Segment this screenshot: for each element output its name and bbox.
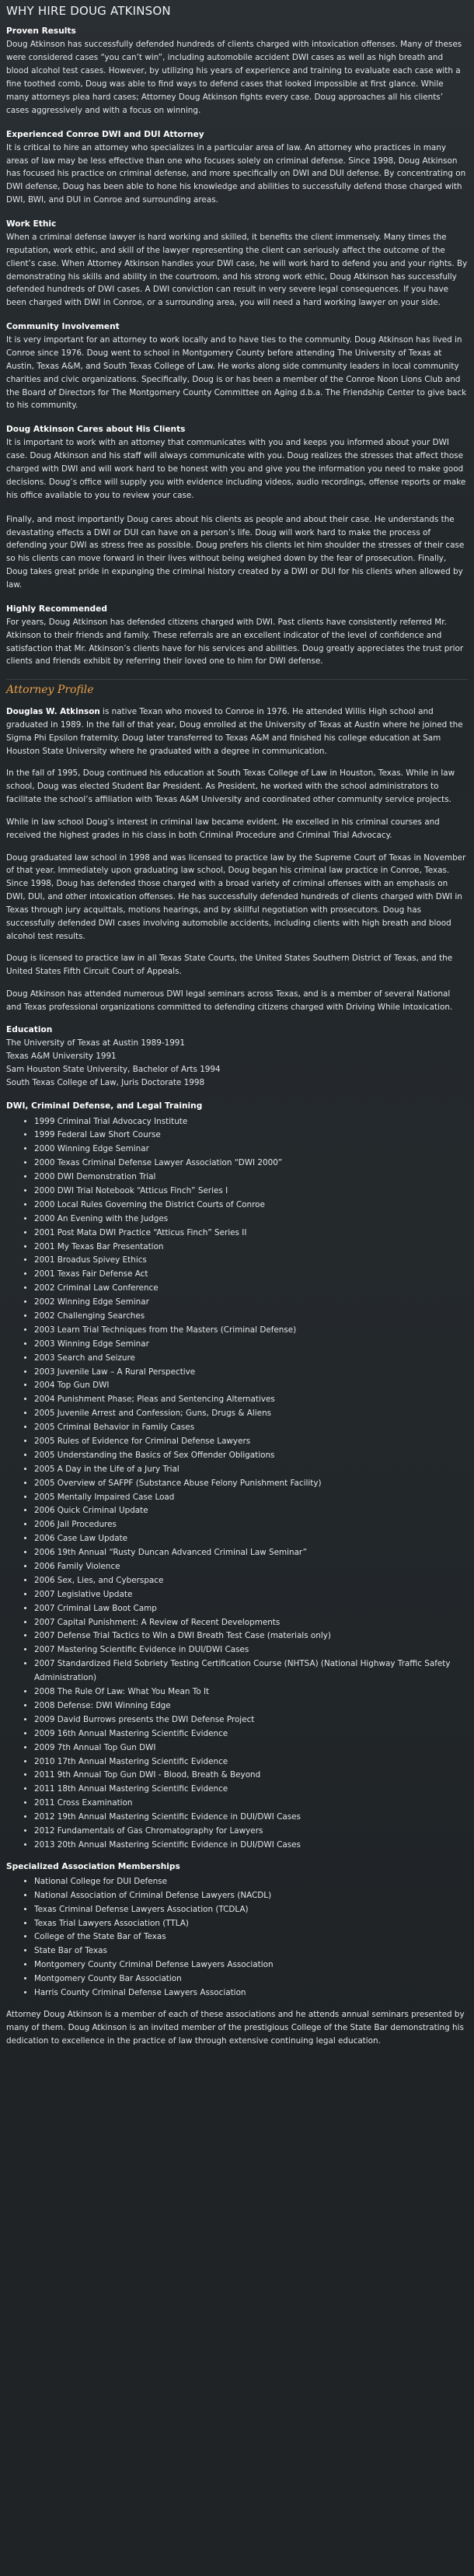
training-item: • 2011 9th Annual Top Gun DWI - Blood, Breath & Beyond — [34, 1769, 468, 1783]
training-item: • 2007 Mastering Scientific Evidence in DUI/DWI Cases — [34, 1643, 468, 1657]
section-text: Doug Atkinson has successfully defended hundreds of clients charged with intoxication offenses. Many of theses were considered cases “you can’t win”, including automobile accident DWI cases as well as high breath and blood alcohol test cases. However, by utilizing his years of experience and training to evaluate each case with a fine toothed comb, Doug was able to find ways to defend cases that looked impossible at first glance. While many attorneys plea hard cases; Attorney Doug Atkinson fights every case. Doug approaches all his clients’ cases aggressively and with a focus on winning. — [6, 40, 462, 115]
membership-item: • Texas Criminal Defense Lawyers Association (TCDLA) — [34, 1903, 468, 1917]
training-item: • 1999 Criminal Trial Advocacy Institute — [34, 1115, 468, 1129]
training-item: • 2006 Family Violence — [34, 1560, 468, 1574]
section-text: It is very important for an attorney to work locally and to have ties to the community. Doug Atkinson has lived in Conroe since 1976. Doug went to school in Montgomery County before attending The University of Texas at Austin, Texas A&M, and South Texas College of Law. He works along side community leaders in local community charities and civic organizations. Specifically, Doug is or has been a member of the Conroe Noon Lions Club and the Board of Directors for The Montgomery County Committee on Aging d.b.a. The Friendship Center to give back to his community. — [6, 335, 467, 411]
training-item: • 2001 Post Mata DWI Practice “Atticus Finch” Series II — [34, 1227, 468, 1241]
section-highly-recommended — [6, 603, 468, 669]
training-item: • 2003 Winning Edge Seminar — [34, 1338, 468, 1352]
training-item: • 2002 Winning Edge Seminar — [34, 1296, 468, 1310]
training-item: • 2003 Search and Seizure — [34, 1352, 468, 1366]
profile-paragraph: Doug is licensed to practice law in all Texas State Courts, the United States Southern District of Texas, and the United States Fifth Circuit Court of Appeals. — [6, 954, 453, 977]
page-title: WHY HIRE DOUG ATKINSON — [6, 4, 171, 18]
training-item: • 2006 Case Law Update — [34, 1532, 468, 1546]
training-item: • 2005 Overview of SAFPF (Substance Abuse Felony Punishment Facility) — [34, 1477, 468, 1491]
training-item: • 2007 Defense Trial Tactics to Win a DWI Breath Test Case (materials only) — [34, 1629, 468, 1643]
education-item: South Texas College of Law, Juris Doctorate 1998 — [6, 1077, 205, 1087]
membership-item: • National Association of Criminal Defense Lawyers (NACDL) — [34, 1889, 468, 1903]
training-item: • 2000 An Evening with the Judges — [34, 1213, 468, 1227]
training-item: • 2012 19th Annual Mastering Scientific Evidence in DUI/DWI Cases — [34, 1811, 468, 1825]
section-heading: Doug Atkinson Cares about His Clients — [6, 425, 186, 435]
training-item: • 2007 Criminal Law Boot Camp — [34, 1602, 468, 1616]
training-list — [6, 1115, 468, 1853]
training-item: • 2008 The Rule Of Law: What You Mean To It — [34, 1685, 468, 1699]
education-heading: Education — [6, 1024, 53, 1034]
training-item: • 2013 20th Annual Mastering Scientific Evidence in DUI/DWI Cases — [34, 1839, 468, 1853]
profile-intro — [6, 705, 468, 758]
training-item: • 2009 16th Annual Mastering Scientific Evidence — [34, 1727, 468, 1741]
training-item: • 2006 19th Annual “Rusty Duncan Advanced Criminal Law Seminar” — [34, 1546, 468, 1560]
membership-item: • Texas Trial Lawyers Association (TTLA) — [34, 1917, 468, 1931]
profile-paragraph: In the fall of 1995, Doug continued his education at South Texas College of Law in Houston, Texas. While in law school, Doug was elected Student Bar President. As President, he worked with the school administrators to facilitate the school’s affiliation with Texas A&M University and coordinated other community service projects. — [6, 768, 455, 805]
training-item: • 2003 Juvenile Law – A Rural Perspective — [34, 1366, 468, 1380]
membership-item: • National College for DUI Defense — [34, 1875, 468, 1889]
membership-item: • Montgomery County Bar Association — [34, 1972, 468, 1986]
training-item: • 2002 Criminal Law Conference — [34, 1282, 468, 1296]
closing-paragraph: Attorney Doug Atkinson is a member of each of these associations and he attends annual seminars presented by many of them. Doug Atkinson is an invited member of the prestigious College of the State Bar demonstrating his dedication to excellence in the practice of law through extensive continuing legal education. — [6, 2009, 465, 2046]
section-heading: Proven Results — [6, 26, 76, 37]
section-text: It is important to work with an attorney that communicates with you and keeps you informed about your DWI case. Doug Atkinson and his staff will always communicate with you. Doug realizes the stresses that affect those charged with DWI and will work hard to be honest with you and give you the information you need to make good decisions. Doug’s office will supply you with evidence including videos, audio recordings, offense reports or make his office available to you to review your case. — [6, 438, 466, 500]
training-item: • 2000 Texas Criminal Defense Lawyer Association “DWI 2000” — [34, 1157, 468, 1171]
training-item: • 2010 17th Annual Mastering Scientific Evidence — [34, 1755, 468, 1769]
training-item: • 2005 Juvenile Arrest and Confession; Guns, Drugs & Aliens — [34, 1407, 468, 1421]
training-item: • 2005 Understanding the Basics of Sex Offender Obligations — [34, 1449, 468, 1463]
training-item: • 2005 Mentally Impaired Case Load — [34, 1491, 468, 1505]
profile-intro-text: is native Texan who moved to Conroe in 1976. He attended Willis High school and graduated in 1989. In the fall of that year, Doug enrolled at the University of Texas at Austin where he joined the Sigma Phi Epsilon fraternity. Doug later transferred to Texas A&M and finished his college education at Sam Houston State University where he graduated with a degree in communication. — [6, 706, 463, 756]
education-item: Sam Houston State University, Bachelor of Arts 1994 — [6, 1064, 221, 1074]
training-item: • 2007 Standardized Field Sobriety Testing Certification Course (NHTSA) (National Highway Traffic Safety Administration) — [34, 1657, 468, 1685]
training-item: • 2006 Sex, Lies, and Cyberspace — [34, 1574, 468, 1588]
section-heading: Community Involvement — [6, 322, 120, 332]
training-item: • 2001 Broadus Spivey Ethics — [34, 1254, 468, 1268]
training-item: • 2006 Quick Criminal Update — [34, 1504, 468, 1518]
training-item: • 2006 Jail Procedures — [34, 1518, 468, 1532]
education-list — [6, 1037, 468, 1089]
section-heading: Highly Recommended — [6, 604, 107, 614]
profile-paragraph: While in law school Doug’s interest in criminal law became evident. He excelled in his criminal courses and received the highest grades in his class in both Criminal Procedure and Criminal Trial Advocacy. — [6, 817, 440, 840]
membership-item: • College of the State Bar of Texas — [34, 1930, 468, 1944]
training-item: • 2007 Legislative Update — [34, 1588, 468, 1602]
training-item: • 1999 Federal Law Short Course — [34, 1129, 468, 1143]
membership-item: • Montgomery County Criminal Defense Lawyers Association — [34, 1958, 468, 1972]
section-cares-about-clients — [6, 423, 468, 591]
memberships-heading: Specialized Association Memberships — [6, 1861, 180, 1871]
training-item: • 2000 Winning Edge Seminar — [34, 1143, 468, 1157]
training-heading: DWI, Criminal Defense, and Legal Training — [6, 1101, 203, 1111]
membership-item: • Harris County Criminal Defense Lawyers Association — [34, 1986, 468, 2000]
training-item: • 2011 18th Annual Mastering Scientific Evidence — [34, 1783, 468, 1797]
education-item: The University of Texas at Austin 1989-1991 — [6, 1038, 186, 1048]
training-item: • 2011 Cross Examination — [34, 1797, 468, 1811]
training-item: • 2008 Defense: DWI Winning Edge — [34, 1699, 468, 1713]
training-item: • 2000 DWI Trial Notebook “Atticus Finch” Series I — [34, 1185, 468, 1199]
training-item: • 2005 Rules of Evidence for Criminal Defense Lawyers — [34, 1435, 468, 1449]
profile-name: Douglas W. Atkinson — [6, 706, 100, 716]
training-item: • 2005 Criminal Behavior in Family Cases — [34, 1421, 468, 1435]
training-item: • 2005 A Day in the Life of a Jury Trial — [34, 1463, 468, 1477]
training-item: • 2001 My Texas Bar Presentation — [34, 1241, 468, 1255]
training-item: • 2003 Learn Trial Techniques from the Masters (Criminal Defense) — [34, 1324, 468, 1338]
education-section — [6, 1024, 468, 1090]
training-item: • 2000 Local Rules Governing the District Courts of Conroe — [34, 1199, 468, 1213]
memberships-section — [6, 1860, 468, 2000]
memberships-list — [6, 1875, 468, 2000]
membership-item: • State Bar of Texas — [34, 1944, 468, 1958]
section-proven-results — [6, 25, 468, 117]
section-work-ethic — [6, 218, 468, 310]
training-item: • 2000 DWI Demonstration Trial — [34, 1171, 468, 1185]
training-section — [6, 1100, 468, 1852]
training-item: • 2004 Top Gun DWI — [34, 1379, 468, 1393]
training-item: • 2012 Fundamentals of Gas Chromatography for Lawyers — [34, 1825, 468, 1839]
profile-paragraph: Doug Atkinson has attended numerous DWI legal seminars across Texas, and is a member of several National and Texas professional organizations committed to defending citizens charged with Driving While Intoxication. — [6, 989, 453, 1012]
training-item: • 2007 Capital Punishment: A Review of Recent Developments — [34, 1616, 468, 1630]
training-item: • 2004 Punishment Phase; Pleas and Sentencing Alternatives — [34, 1393, 468, 1407]
training-item: • 2001 Texas Fair Defense Act — [34, 1268, 468, 1282]
section-text-2: Finally, and most importantly Doug cares about his clients as people and about their case. He understands the devastating effects a DWI or DUI can have on a person’s life. Doug will work hard to make the process of defending your DWI as stress free as possible. Doug prefers his clients let him shoulder the stresses of their case so his clients can move forward in their lives without being weighed down by the fear of prosecution. Finally, Doug takes great pride in expunging the criminal history created by a DWI or DUI for his clients when allowed by law. — [6, 514, 465, 590]
section-experienced-attorney — [6, 128, 468, 207]
training-item: • 2009 David Burrows presents the DWI Defense Project — [34, 1713, 468, 1727]
section-text: For years, Doug Atkinson has defended citizens charged with DWI. Past clients have consistently referred Mr. Atkinson to their friends and family. These referrals are an excellent indicator of the level of confidence and satisfaction that Mr. Atkinson’s clients have for his services and abilities. Doug greatly appreciates the trust prior clients and friends exhibit by referring their loved one to him for DWI defense. — [6, 617, 464, 667]
education-item: Texas A&M University 1991 — [6, 1051, 117, 1061]
section-heading: Work Ethic — [6, 219, 57, 229]
training-item: • 2009 7th Annual Top Gun DWI — [34, 1741, 468, 1755]
profile-paragraph: Doug graduated law school in 1998 and was licensed to practice law by the Supreme Court of Texas in November of that year. Immediately upon graduating law school, Doug began his criminal law practice in Conroe, Texas. Since 1998, Doug has defended those charged with a broad variety of criminal offenses with an emphasis on DWI, DUI, and other intoxication offenses. He has successfully defended hundreds of clients charged with DWI in Texas through jury acquittals, motions hearings, and by skillful negotiation with prosecutors. Doug has successfully defended DWI cases involving automobile accidents, including clients with high breath and blood alcohol test results. — [6, 852, 466, 941]
section-text: When a criminal defense lawyer is hard working and skilled, it benefits the client immensely. Many times the reputation, work ethic, and skill of the lawyer representing the client can seriously affect the outcome of the client’s case. When Attorney Atkinson handles your DWI case, he will work hard to defend you and your rights. By demonstrating his skills and ability in the courtroom, and his strong work ethic, Doug Atkinson has successfully defended hundreds of DWI cases. A DWI conviction can result in very severe legal consequences. If you have been charged with DWI in Conroe, or a surrounding area, you will need a hard working lawyer on your side. — [6, 233, 468, 308]
section-text: It is critical to hire an attorney who specializes in a particular area of law. An attorney who practices in many areas of law may be less effective than one who focuses solely on criminal defense. Since 1998, Doug Atkinson has focused his practice on criminal defense, and more specifically on DWI and DUI defense. By concentrating on DWI defense, Doug has been able to hone his knowledge and abilities to successfully defend those charged with DWI, BWI, and DUI in Conroe and surrounding areas. — [6, 142, 466, 205]
attorney-profile-title: Attorney Profile — [6, 679, 468, 699]
section-community-involvement — [6, 320, 468, 412]
training-item: • 2002 Challenging Searches — [34, 1310, 468, 1324]
section-heading: Experienced Conroe DWI and DUI Attorney — [6, 129, 204, 139]
